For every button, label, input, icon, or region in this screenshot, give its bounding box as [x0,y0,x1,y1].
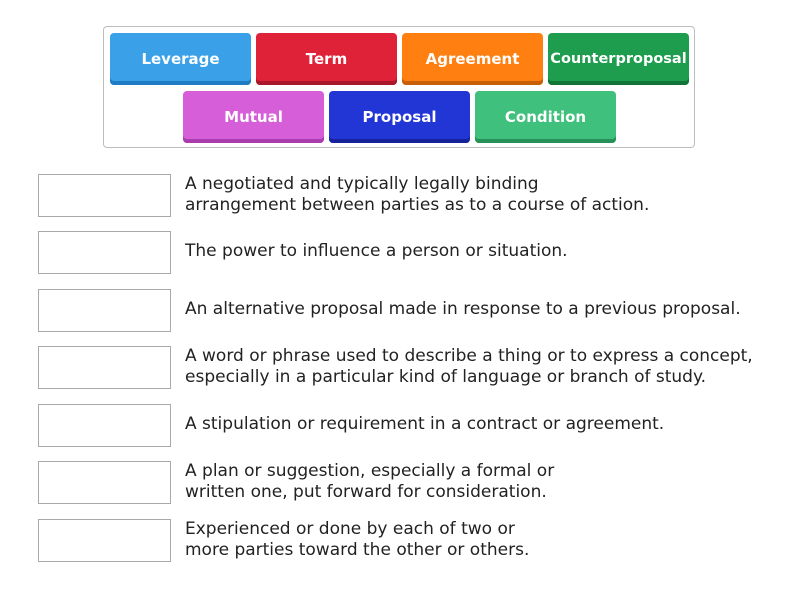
definition-line: A stipulation or requirement in a contract or agreement. [185,414,665,434]
definition-line: An alternative proposal made in response to a previous proposal. [185,299,741,319]
definition-line: Experienced or done by each of two or [185,519,515,539]
answer-drop-slot[interactable] [38,519,171,562]
answer-drop-slot[interactable] [38,174,171,217]
definition-line: A plan or suggestion, especially a formal or [185,461,555,481]
definition-text [185,174,649,216]
definition-line: A word or phrase used to describe a thing or to express a concept, [185,346,753,366]
definition-line: A negotiated and typically legally binding [185,174,539,194]
definition-line: The power to influence a person or situation. [185,241,568,261]
answer-drop-slot[interactable] [38,404,171,447]
answer-drop-slot[interactable] [38,231,171,274]
definition-text [185,299,741,320]
definition-text [185,346,753,388]
definition-line: more parties toward the other or others. [185,540,530,560]
definition-text [185,519,529,561]
definition-line: written one, put forward for consideration. [185,482,547,502]
word-tile-agreement[interactable]: Agreement [402,33,543,85]
definition-text [185,241,568,262]
answer-drop-slot[interactable] [38,289,171,332]
definition-text [185,461,554,503]
word-tile-mutual[interactable]: Mutual [183,91,324,143]
word-tile-term[interactable]: Term [256,33,397,85]
definition-line: arrangement between parties as to a course of action. [185,195,650,215]
answer-drop-slot[interactable] [38,346,171,389]
definition-line: especially in a particular kind of language or branch of study. [185,367,707,387]
word-tile-proposal[interactable]: Proposal [329,91,470,143]
definition-text [185,414,664,435]
word-tile-counterproposal[interactable]: Counterproposal [548,33,689,85]
word-tile-condition[interactable]: Condition [475,91,616,143]
word-tile-leverage[interactable]: Leverage [110,33,251,85]
word-bank [103,26,695,148]
answer-drop-slot[interactable] [38,461,171,504]
